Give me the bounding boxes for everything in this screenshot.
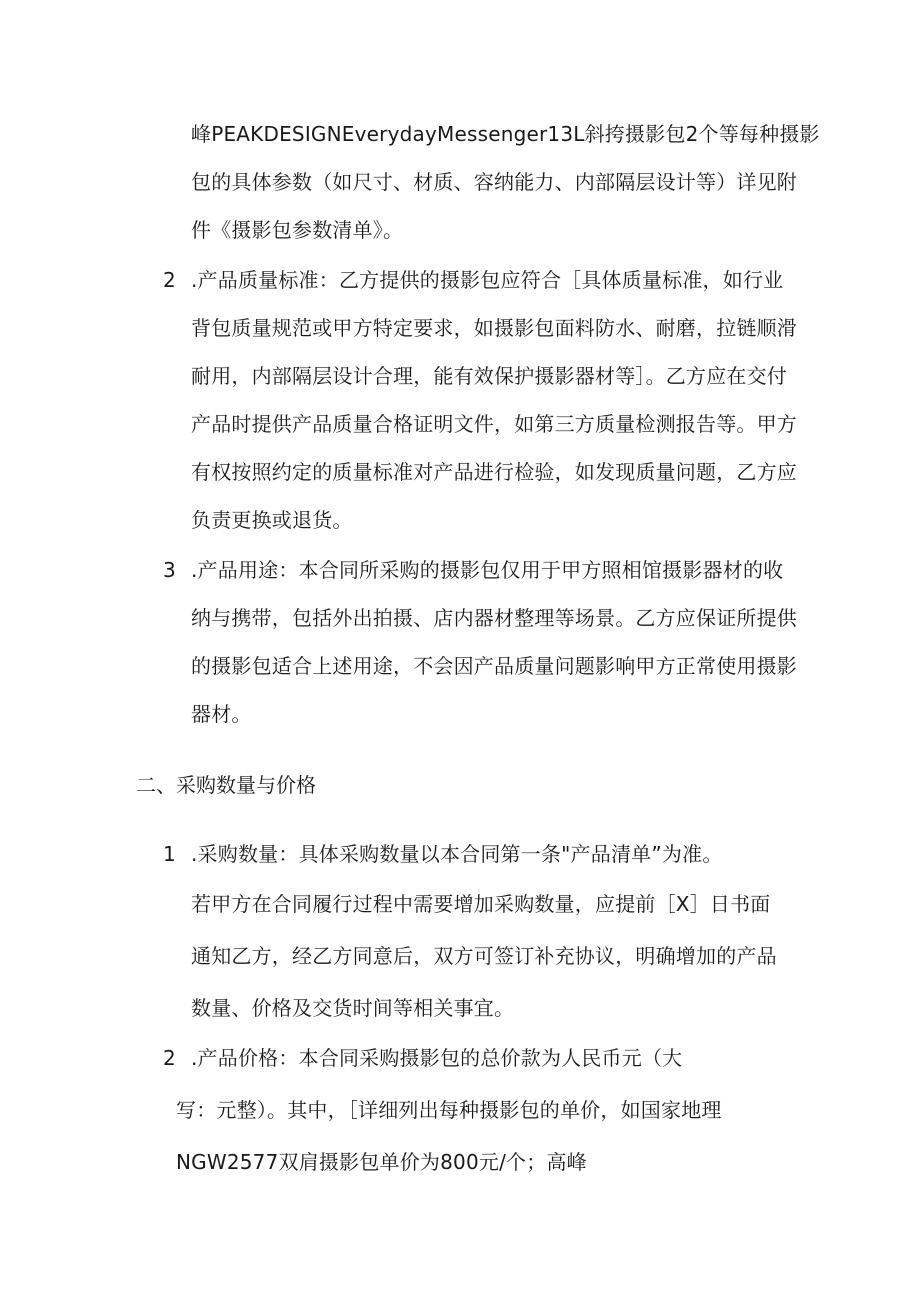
paragraph-line: 背包质量规范或甲方特定要求，如摄影包面料防水、耐磨，拉链顺滑 <box>191 316 797 340</box>
paragraph-line: 若甲方在合同履行过程中需要增加采购数量，应提前［X］日书面 <box>191 892 771 916</box>
paragraph-line: 的摄影包适合上述用途，不会因产品质量问题影响甲方正常使用摄影 <box>191 654 797 678</box>
section-heading: 二、采购数量与价格 <box>136 773 316 797</box>
paragraph-line: 包的具体参数（如尺寸、材质、容纳能力、内部隔层设计等）详见附 <box>191 170 797 194</box>
intro-paragraph <box>191 110 820 254</box>
paragraph-line: 产品时提供产品质量合格证明文件，如第三方质量检测报告等。甲方 <box>191 412 797 436</box>
item-number: 1 <box>163 842 176 866</box>
paragraph-line: 纳与携带，包括外出拍摄、店内器材整理等场景。乙方应保证所提供 <box>191 606 797 630</box>
paragraph-line: .产品价格：本合同采购摄影包的总价款为人民币元（大 <box>191 1046 683 1070</box>
product-price-item <box>163 1032 722 1188</box>
paragraph-line: .产品质量标准：乙方提供的摄影包应符合［具体质量标准，如行业 <box>191 268 784 292</box>
paragraph-line: NGW2577双肩摄影包单价为800元/个；高峰 <box>176 1150 587 1174</box>
paragraph-line: 有权按照约定的质量标准对产品进行检验，如发现质量问题，乙方应 <box>191 460 797 484</box>
paragraph-line: .产品用途：本合同所采购的摄影包仅用于甲方照相馆摄影器材的收 <box>191 558 784 582</box>
paragraph-line: 耐用，内部隔层设计合理，能有效保护摄影器材等］。乙方应在交付 <box>191 364 787 388</box>
paragraph-line: 负责更换或退货。 <box>191 508 353 532</box>
paragraph-line: 数量、价格及交货时间等相关事宜。 <box>191 996 515 1020</box>
purchase-quantity-item <box>163 830 777 1034</box>
paragraph-line: .采购数量：具体采购数量以本合同第一条"产品清单”为准。 <box>191 842 723 866</box>
item-number: 2 <box>163 1046 176 1070</box>
quality-standard-item <box>163 256 797 544</box>
paragraph-line: 件《摄影包参数清单》。 <box>191 218 404 242</box>
item-number: 2 <box>163 268 176 292</box>
paragraph-line: 器材。 <box>191 702 252 726</box>
paragraph-line: 峰PEAKDESIGNEverydayMessenger13L斜挎摄影包2个等每种摄影 <box>191 122 820 146</box>
item-number: 3 <box>163 558 176 582</box>
paragraph-line: 通知乙方，经乙方同意后，双方可签订补充协议，明确增加的产品 <box>191 944 777 968</box>
paragraph-line: 写：元整）。其中，［详细列出每种摄影包的单价，如国家地理 <box>176 1098 722 1122</box>
product-usage-item <box>163 546 797 738</box>
